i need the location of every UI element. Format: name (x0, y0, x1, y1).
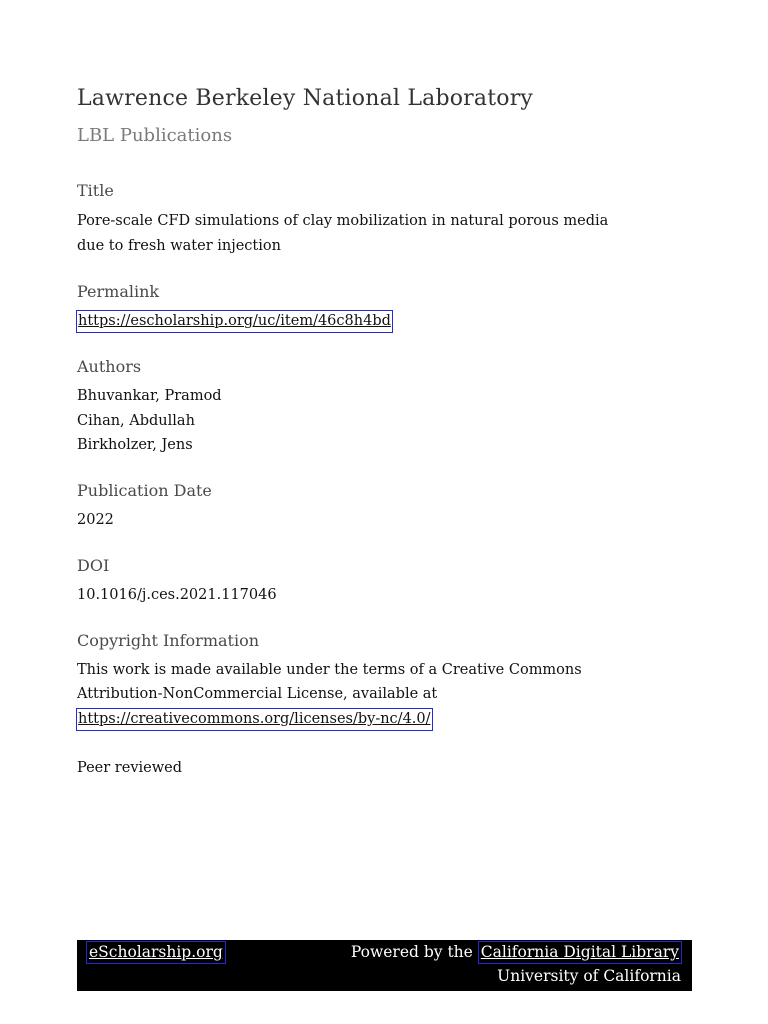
license-link[interactable]: https://creativecommons.org/licenses/by-nc/4.0/ (76, 708, 433, 731)
copyright-text-line-1: This work is made available under the terms of a Creative Commons (77, 662, 582, 678)
permalink-row (77, 309, 393, 334)
powered-by-line (351, 941, 682, 964)
author-item: Cihan, Abdullah (77, 413, 195, 429)
license-row (77, 707, 433, 732)
permalink-label: Permalink (77, 282, 160, 301)
authors-label: Authors (77, 357, 142, 376)
article-title-line-2: due to fresh water injection (77, 238, 281, 254)
permalink-link[interactable]: https://escholarship.org/uc/item/46c8h4bd (76, 310, 393, 333)
escholarship-link[interactable]: eScholarship.org (86, 941, 226, 964)
peer-review-status: Peer reviewed (77, 760, 183, 776)
title-label: Title (77, 181, 114, 200)
author-item: Birkholzer, Jens (77, 437, 193, 453)
powered-by-text: Powered by the (350, 943, 473, 961)
publication-date-label: Publication Date (77, 481, 212, 500)
publication-date-value: 2022 (77, 512, 114, 528)
university-name: University of California (497, 967, 681, 985)
author-item: Bhuvankar, Pramod (77, 388, 222, 404)
doi-value: 10.1016/j.ces.2021.117046 (77, 587, 277, 603)
organization-name: Lawrence Berkeley National Laboratory (77, 86, 534, 111)
publication-series: LBL Publications (77, 125, 233, 146)
copyright-text-line-2: Attribution-NonCommercial License, available at (77, 686, 438, 702)
copyright-label: Copyright Information (77, 631, 260, 650)
footer-bar (77, 940, 692, 991)
cdl-link[interactable]: California Digital Library (478, 941, 682, 964)
doi-label: DOI (77, 556, 110, 575)
article-title-line-1: Pore-scale CFD simulations of clay mobilization in natural porous media (77, 213, 609, 229)
